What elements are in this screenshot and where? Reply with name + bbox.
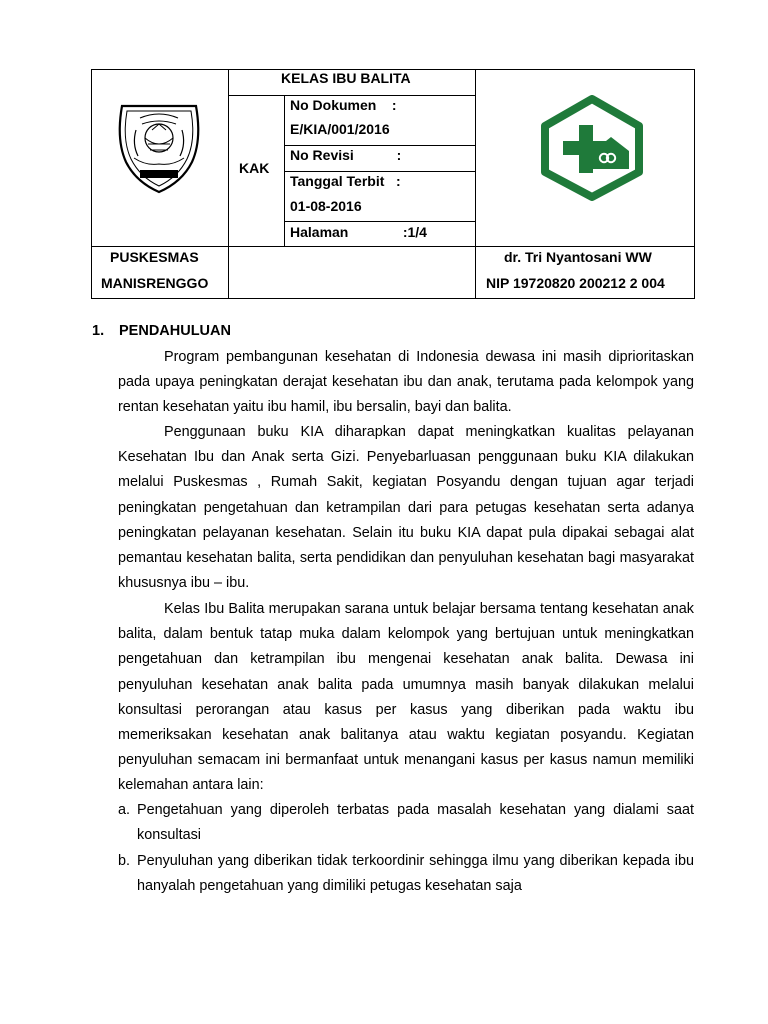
puskesmas-logo-icon [535,95,649,201]
paragraph-3: Kelas Ibu Balita merupakan sarana untuk belajar bersama tentang kesehatan anak balita, dalam bentuk tatap muka dalam kelompok yang bertujuan untuk meningkatkan pengetahuan dan ketrampilan ibu mengenai kesehatan anak balita. Dewasa ini penyuluhan kesehatan anak balita pada umumnya masih banyak dilakukan melalui konsultasi perorangan atau kasus per kasus yang diberikan pada waktu ibu memeriksakan kesehatan anak balitanya atau waktu kegiatan posyandu. Kegiatan penyuluhan semacam ini bermanfaat untuk menangani kasus per kasus namun memiliki kelemahan antara lain: [118,601,694,794]
paragraph-2: Penggunaan buku KIA diharapkan dapat meningkatkan kualitas pelayanan Kesehatan Ibu dan Anak serta Gizi. Penyebarluasan penggunaan buku KIA dilakukan melalui Puskesmas , Rumah Sakit, kegiatan Posyandu dengan tujuan agar terjadi peningkatan pengetahuan dan ketrampilan dari para petugas kesehatan serta adanya peningkatan pelayanan kesehatan. Selain itu buku KIA dapat pula dipakai sebagai alat pemantau kesehatan balita, serta pendidikan dan penyuluhan kesehatan bagi masyarakat khususnya ibu – ibu. [118,424,694,592]
section-number: 1. [92,323,105,339]
no-dokumen-label: No Dokumen : [290,97,397,113]
signer-nip: NIP 19720820 200212 2 004 [486,275,665,291]
signer-name: dr. Tri Nyantosani WW [504,249,652,265]
no-revisi-label: No Revisi : [290,147,402,163]
paragraph-1: Program pembangunan kesehatan di Indonesia dewasa ini masih diprioritaskan pada upaya peningkatan derajat kesehatan ibu dan anak, terutama pada kelompok yang rentan kesehatan yaitu ibu hamil, ibu bersalin, bayi dan balita. [118,349,694,416]
list-text: Pengetahuan yang diperoleh terbatas pada masalah kesehatan yang dialami saat konsultasi [137,802,694,844]
list-marker: b. [118,853,131,869]
tanggal-terbit-value: 01-08-2016 [290,198,362,214]
puskesmas-label: PUSKESMAS [110,249,199,265]
kak-label: KAK [239,160,270,176]
list-text: Penyuluhan yang diberikan tidak terkoordinir sehingga ilmu yang diberikan kepada ibu hanyalah pengetahuan yang dimiliki petugas kesehatan saja [137,853,694,895]
tanggal-terbit-label: Tanggal Terbit : [290,173,401,189]
no-dokumen-value: E/KIA/001/2016 [290,121,390,137]
document-title: KELAS IBU BALITA [281,70,411,86]
halaman-label: Halaman :1/4 [290,224,427,240]
list-item [118,798,694,848]
list-marker: a. [118,802,131,818]
list-item [118,849,694,899]
section-title: PENDAHULUAN [119,323,231,339]
section-heading [92,323,231,339]
regency-emblem-icon [112,100,206,195]
puskesmas-name: MANISRENGGO [101,275,209,291]
